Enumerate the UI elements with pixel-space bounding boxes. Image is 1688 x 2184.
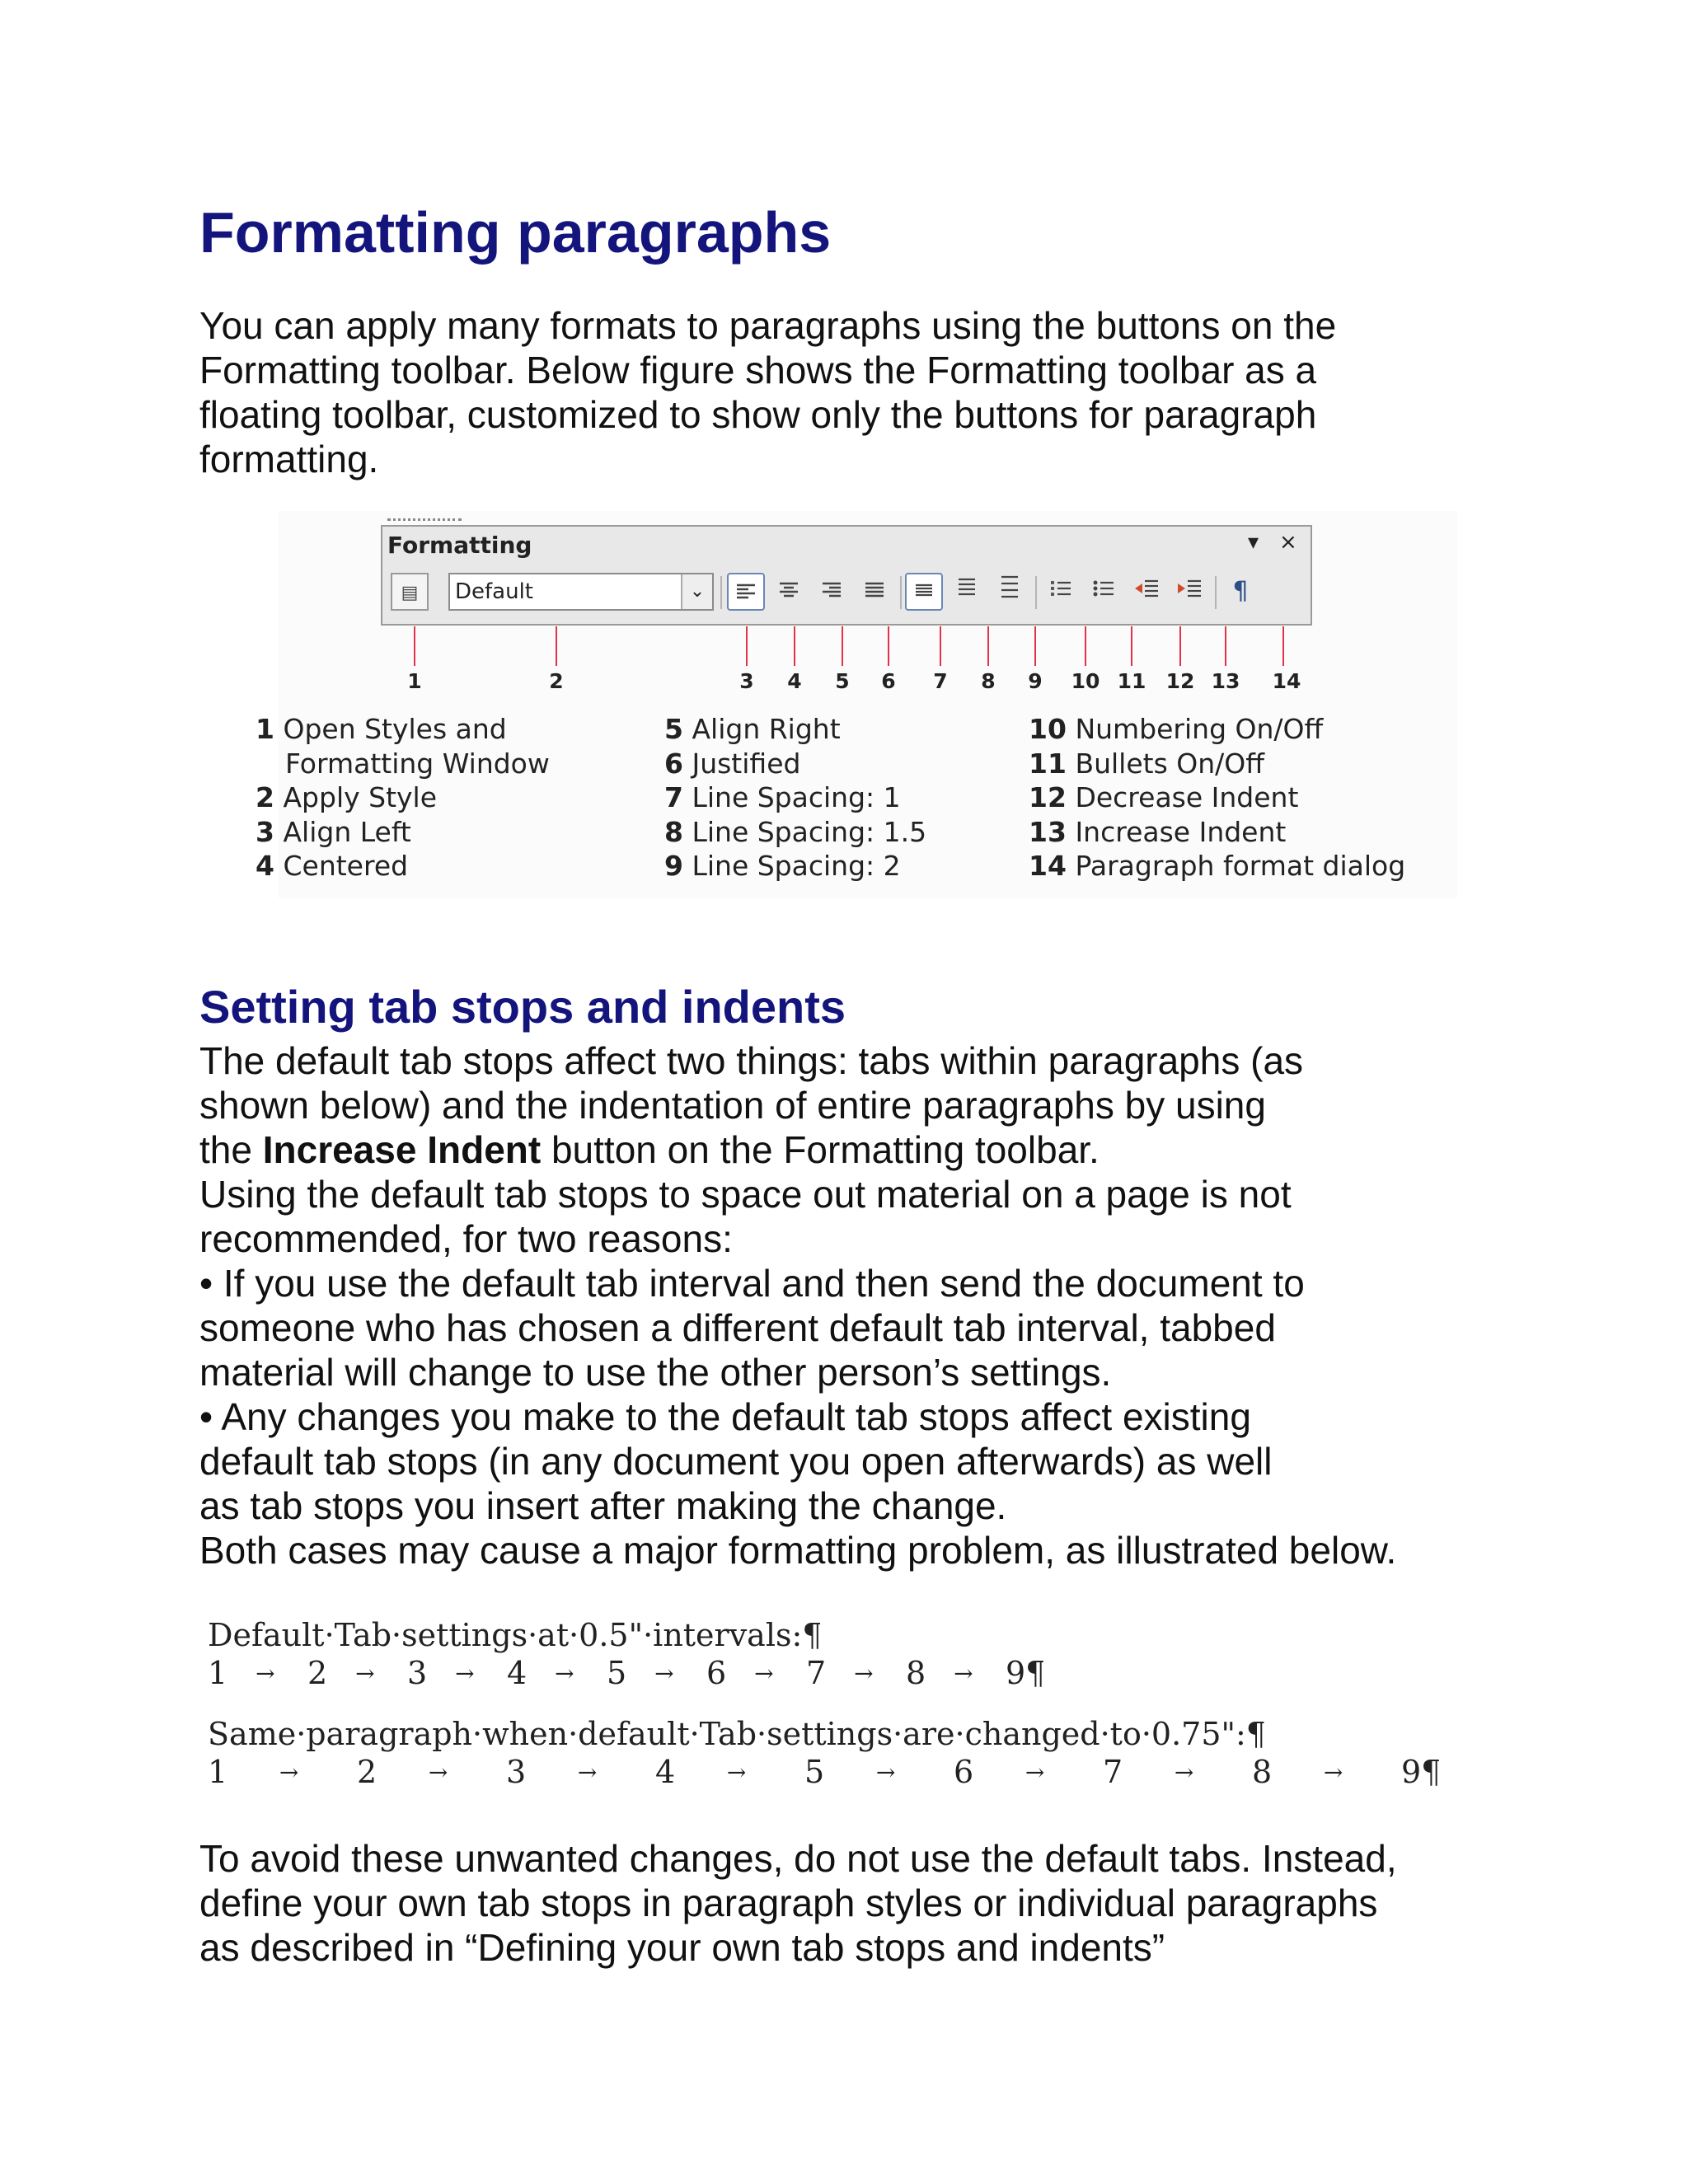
tab-row-changed — [208, 1754, 1485, 1792]
tab-number: 4 — [655, 1754, 676, 1790]
align-right-button[interactable] — [813, 573, 851, 611]
chevron-down-icon[interactable]: ⌄ — [681, 574, 712, 609]
tab-arrow-icon: → — [954, 1660, 973, 1687]
legend-column-1 — [256, 712, 550, 883]
increase-indent-button[interactable] — [1170, 573, 1208, 611]
legend-item: Formatting Window — [285, 747, 550, 780]
intro-line: formatting. — [199, 438, 379, 480]
tab-number: 5 — [607, 1655, 627, 1691]
callout-line — [1179, 626, 1181, 666]
callout-number: 7 — [933, 669, 948, 693]
align-center-icon — [777, 579, 800, 599]
tab-arrow-icon: → — [875, 1759, 896, 1786]
tab-arrow-icon: → — [555, 1660, 574, 1687]
line-spacing-1-5-button[interactable] — [948, 573, 986, 611]
closing-paragraph — [199, 1836, 1397, 1970]
bullets-icon — [1091, 578, 1116, 599]
tab-arrow-icon: → — [1174, 1759, 1194, 1786]
callout-number: 5 — [835, 669, 850, 693]
callout-number: 11 — [1117, 669, 1146, 693]
line-spacing-1-5-icon — [955, 576, 978, 599]
tab-number: 1 — [208, 1754, 228, 1790]
callout-number: 9 — [1028, 669, 1043, 693]
tab-number: 6 — [706, 1655, 727, 1691]
align-right-icon — [820, 579, 843, 599]
body-line: shown below) and the indentation of entire paragraphs by using — [199, 1084, 1266, 1127]
legend-item: 14 Paragraph format dialog — [1029, 850, 1406, 882]
tab-number: 5 — [804, 1754, 825, 1790]
bullets-button[interactable] — [1085, 573, 1123, 611]
callout-line — [1034, 626, 1036, 666]
tab-row-default — [208, 1655, 1485, 1693]
callout-number: 2 — [549, 669, 564, 693]
callout-line — [987, 626, 989, 666]
line-spacing-2-icon — [998, 574, 1021, 599]
legend-item: 12 Decrease Indent — [1029, 781, 1299, 813]
callout-number: 6 — [881, 669, 896, 693]
callout-line — [414, 626, 415, 666]
tab-arrow-icon: → — [355, 1660, 375, 1687]
legend-item: 1 Open Styles and — [256, 713, 507, 745]
align-left-icon — [734, 581, 757, 601]
toolbar-separator — [1035, 576, 1037, 609]
tab-arrow-icon: → — [654, 1660, 674, 1687]
legend-item: 4 Centered — [256, 850, 409, 882]
body-text — [199, 1038, 1396, 1572]
styles-window-button[interactable]: ▤ — [391, 573, 429, 611]
body-line: the Increase Indent button on the Formatting toolbar. — [199, 1128, 1100, 1171]
legend-item: 2 Apply Style — [256, 781, 438, 813]
justify-button[interactable] — [856, 573, 893, 611]
tab-arrow-icon: → — [256, 1660, 275, 1687]
intro-paragraph — [199, 303, 1336, 481]
tab-number: 2 — [357, 1754, 377, 1790]
tab-arrow-icon: → — [577, 1759, 598, 1786]
tab-number: 4 — [507, 1655, 528, 1691]
legend-item: 7 Line Spacing: 1 — [664, 781, 901, 813]
body-line: Both cases may cause a major formatting problem, as illustrated below. — [199, 1529, 1397, 1572]
intro-line: You can apply many formats to paragraphs using the buttons on the — [199, 304, 1337, 347]
tab-arrow-icon: → — [455, 1660, 475, 1687]
callout-number: 4 — [787, 669, 802, 693]
align-left-button[interactable] — [727, 573, 765, 611]
justify-icon — [863, 579, 886, 599]
tab-number: 3 — [407, 1655, 428, 1691]
page-title: Formatting paragraphs — [199, 200, 832, 265]
tab-number: 7 — [1103, 1754, 1123, 1790]
tab-number: 6 — [954, 1754, 974, 1790]
body-line: • Any changes you make to the default tab stops affect existing — [199, 1395, 1251, 1438]
body-line: The default tab stops affect two things: tabs within paragraphs (as — [199, 1039, 1304, 1082]
legend-item: 9 Line Spacing: 2 — [664, 850, 901, 882]
toolbar-grip[interactable] — [387, 518, 462, 524]
toolbar-separator — [720, 576, 722, 609]
toolbar-title: Formatting — [387, 532, 532, 559]
callout-number: 8 — [981, 669, 996, 693]
tab-number: 8 — [906, 1655, 926, 1691]
tab-arrow-icon: → — [428, 1759, 448, 1786]
toolbar-separator — [1215, 576, 1217, 609]
body-line: material will change to use the other person’s settings. — [199, 1351, 1112, 1394]
body-line: default tab stops (in any document you open afterwards) as well — [199, 1440, 1273, 1483]
legend-item: 10 Numbering On/Off — [1029, 713, 1324, 745]
decrease-indent-button[interactable] — [1128, 573, 1165, 611]
callout-line — [556, 626, 557, 666]
paragraph-format-dialog-button[interactable]: ¶ — [1232, 577, 1249, 606]
callout-line — [888, 626, 889, 666]
tab-arrow-icon: → — [854, 1660, 874, 1687]
toolbar-separator — [900, 576, 902, 609]
legend-item: 5 Align Right — [664, 713, 841, 745]
legend-item: 6 Justified — [664, 747, 801, 780]
align-center-button[interactable] — [770, 573, 808, 611]
closing-line: as described in “Defining your own tab stops and indents” — [199, 1926, 1165, 1969]
callout-line — [794, 626, 795, 666]
tab-number: 9¶ — [1401, 1754, 1442, 1790]
tab-number: 3 — [506, 1754, 527, 1790]
legend-item: 3 Align Left — [256, 815, 411, 848]
legend-item: 11 Bullets On/Off — [1029, 747, 1264, 780]
increase-indent-term: Increase Indent — [262, 1128, 542, 1171]
tab-arrow-icon: → — [1025, 1759, 1045, 1786]
tab-arrow-icon: → — [1323, 1759, 1343, 1786]
closing-line: define your own tab stops in paragraph styles or individual paragraphs — [199, 1882, 1378, 1924]
formatting-toolbar — [381, 525, 1312, 626]
numbering-button[interactable] — [1042, 573, 1080, 611]
legend-column-2 — [664, 712, 926, 883]
toolbar-menu-icon[interactable]: ▾ — [1248, 530, 1259, 555]
increase-indent-icon — [1176, 578, 1203, 599]
section-heading: Setting tab stops and indents — [199, 981, 846, 1033]
body-line: someone who has chosen a different default tab interval, tabbed — [199, 1306, 1276, 1349]
callout-line — [1282, 626, 1284, 666]
legend-item: 13 Increase Indent — [1029, 815, 1287, 848]
apply-style-combo[interactable] — [448, 573, 714, 611]
tab-number: 9¶ — [1006, 1655, 1046, 1691]
callout-number: 12 — [1165, 669, 1195, 693]
callout-number: 1 — [407, 669, 422, 693]
tab-caption-1: Default·Tab·settings·at·0.5"·intervals:¶ — [208, 1617, 823, 1653]
body-line: as tab stops you insert after making the change. — [199, 1484, 1007, 1527]
line-spacing-1-button[interactable] — [905, 573, 943, 611]
tab-number: 1 — [208, 1655, 228, 1691]
callout-number: 13 — [1211, 669, 1240, 693]
intro-line: floating toolbar, customized to show only the buttons for paragraph — [199, 393, 1317, 436]
callout-number: 3 — [739, 669, 754, 693]
tab-number: 8 — [1252, 1754, 1273, 1790]
legend-column-3 — [1029, 712, 1405, 883]
toolbar-close-icon[interactable]: × — [1279, 530, 1297, 555]
legend-item: 8 Line Spacing: 1.5 — [664, 815, 927, 848]
body-line: Using the default tab stops to space out material on a page is not — [199, 1173, 1292, 1216]
apply-style-value: Default — [455, 579, 533, 604]
callout-line — [1225, 626, 1226, 666]
callout-number: 10 — [1071, 669, 1100, 693]
tab-number: 2 — [307, 1655, 328, 1691]
tab-arrow-icon: → — [726, 1759, 747, 1786]
intro-line: Formatting toolbar. Below figure shows the Formatting toolbar as a — [199, 349, 1317, 391]
line-spacing-1-icon — [912, 579, 935, 601]
body-line: • If you use the default tab interval and then send the document to — [199, 1262, 1305, 1305]
line-spacing-2-button[interactable] — [991, 573, 1029, 611]
callout-line — [842, 626, 843, 666]
numbering-icon — [1048, 578, 1073, 599]
callout-line — [746, 626, 748, 666]
callout-number: 14 — [1272, 669, 1301, 693]
tab-arrow-icon: → — [754, 1660, 774, 1687]
tab-arrow-icon: → — [279, 1759, 299, 1786]
callout-line — [1085, 626, 1086, 666]
tab-caption-2: Same·paragraph·when·default·Tab·settings·are·changed·to·0.75":¶ — [208, 1716, 1266, 1752]
closing-line: To avoid these unwanted changes, do not use the default tabs. Instead, — [199, 1837, 1397, 1880]
decrease-indent-icon — [1133, 578, 1160, 599]
tab-number: 7 — [806, 1655, 827, 1691]
callout-line — [1131, 626, 1132, 666]
callout-line — [940, 626, 941, 666]
body-line: recommended, for two reasons: — [199, 1217, 733, 1260]
